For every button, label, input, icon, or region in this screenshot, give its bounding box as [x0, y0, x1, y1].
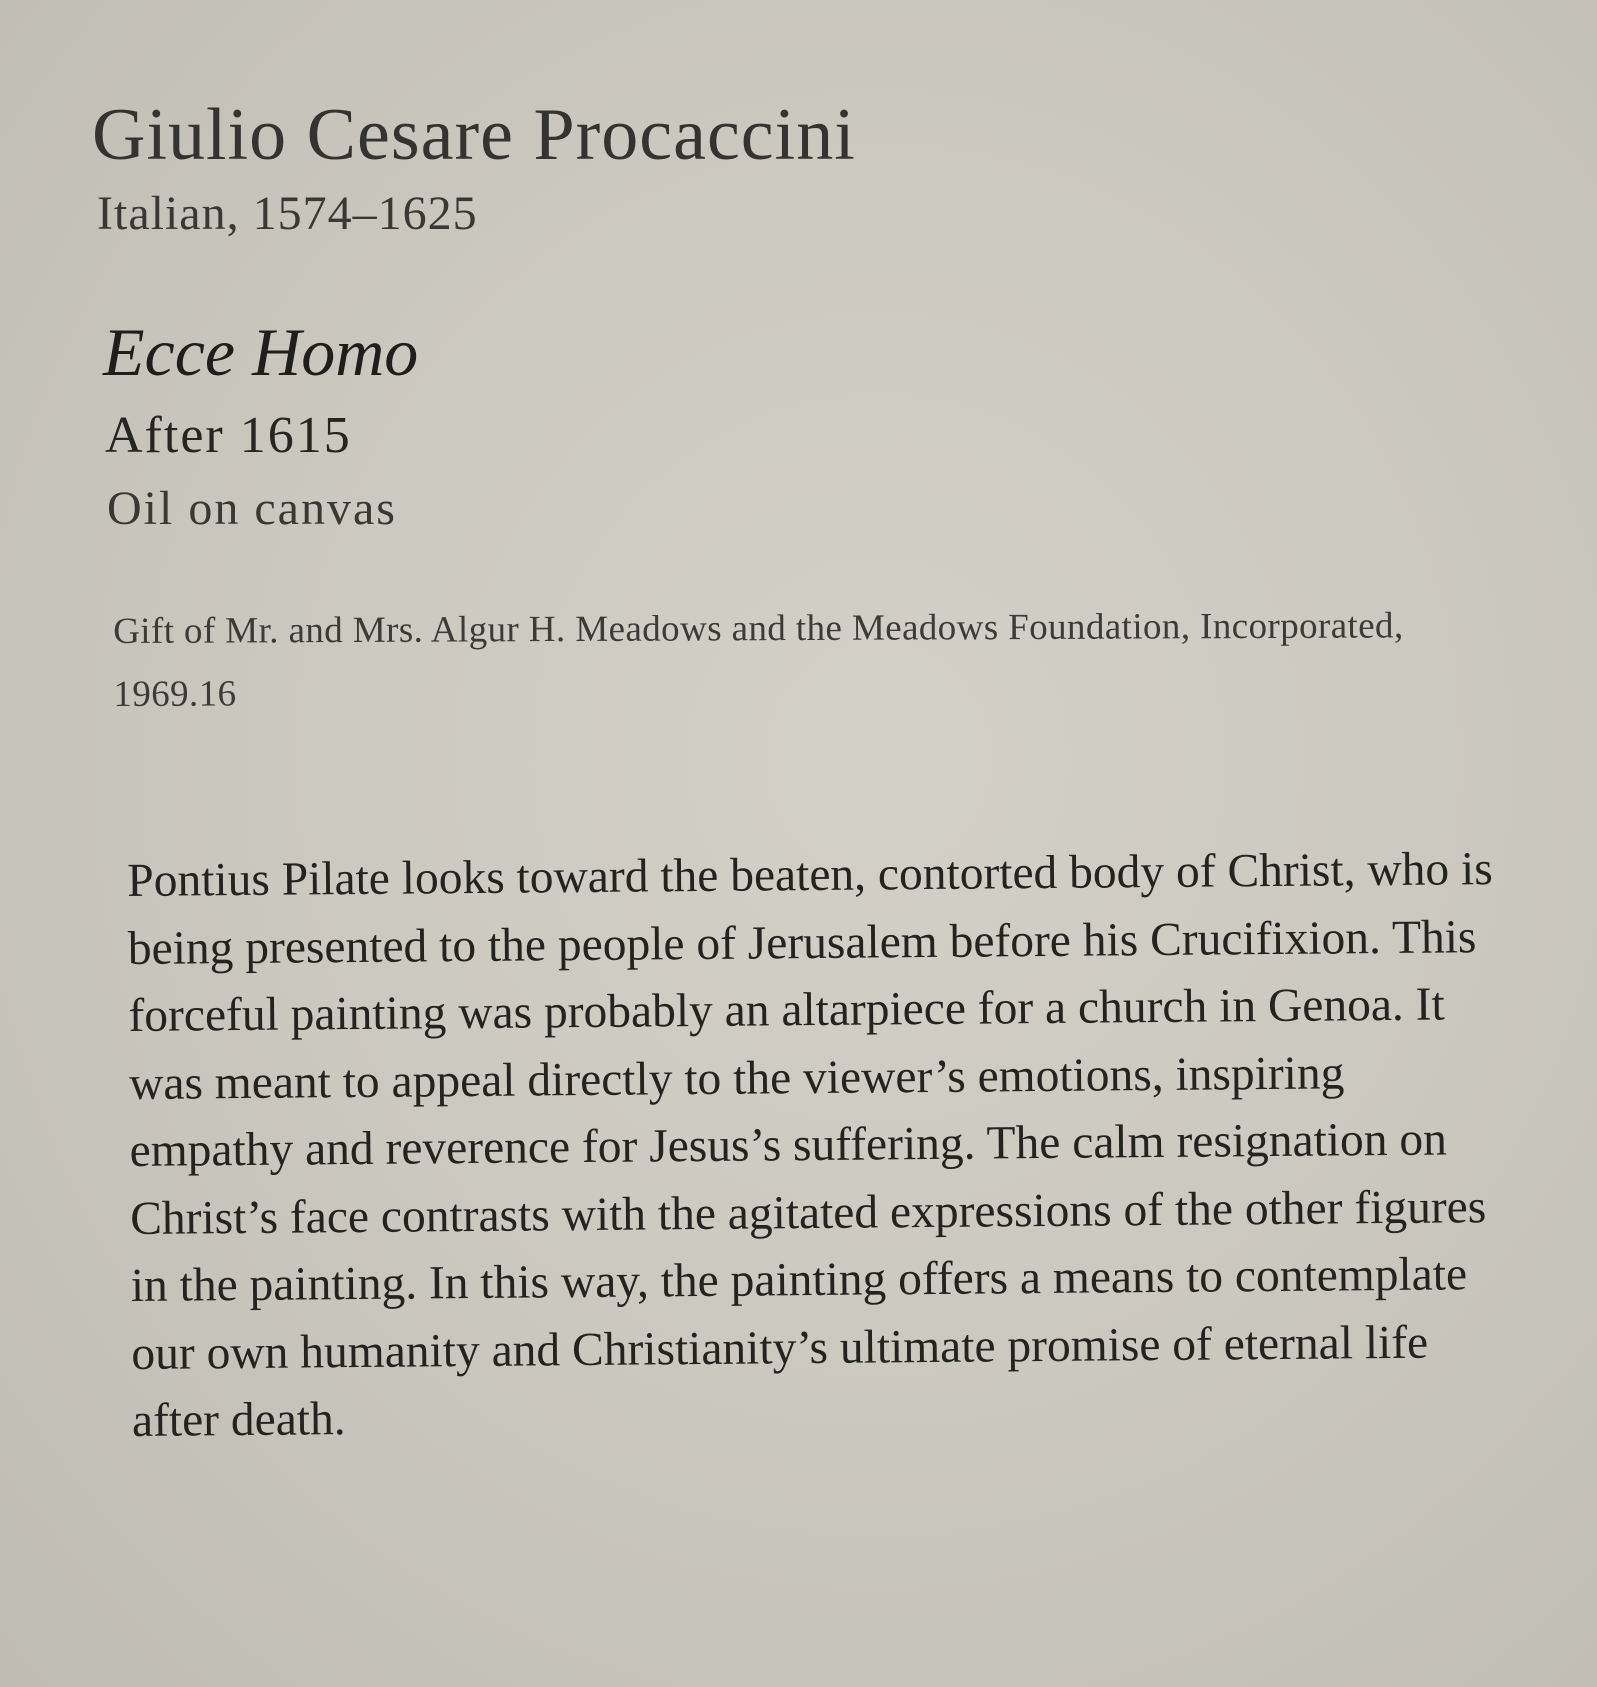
artwork-title: Ecce Homo — [103, 314, 419, 390]
artist-nationality-dates: Italian, 1574–1625 — [97, 187, 478, 240]
description-block — [127, 836, 1502, 1455]
credit-line: Gift of Mr. and Mrs. Algur H. Meadows and the Meadows Foundation, Incorporated, 1969.16 — [113, 605, 1404, 715]
artwork-medium: Oil on canvas — [107, 482, 397, 535]
artwork-date: After 1615 — [105, 407, 352, 464]
artist-name: Giulio Cesare Procaccini — [92, 94, 856, 176]
description-text: Pontius Pilate looks toward the beaten, contorted body of Christ, who is being presented to the people of Jerusalem before his Crucifixion. This forceful painting was probably an altarpiece for a church in Genoa. It was meant to appeal directly to the viewer’s emotions, inspiring empathy and reverence for Jesus’s suffering. The calm resignation on Christ’s face contrasts with the agitated expressions of the other figures in the painting. In this way, the painting offers a means to contemplate our own humanity and Christianity’s ultimate promise of eternal life after death. — [127, 843, 1493, 1447]
